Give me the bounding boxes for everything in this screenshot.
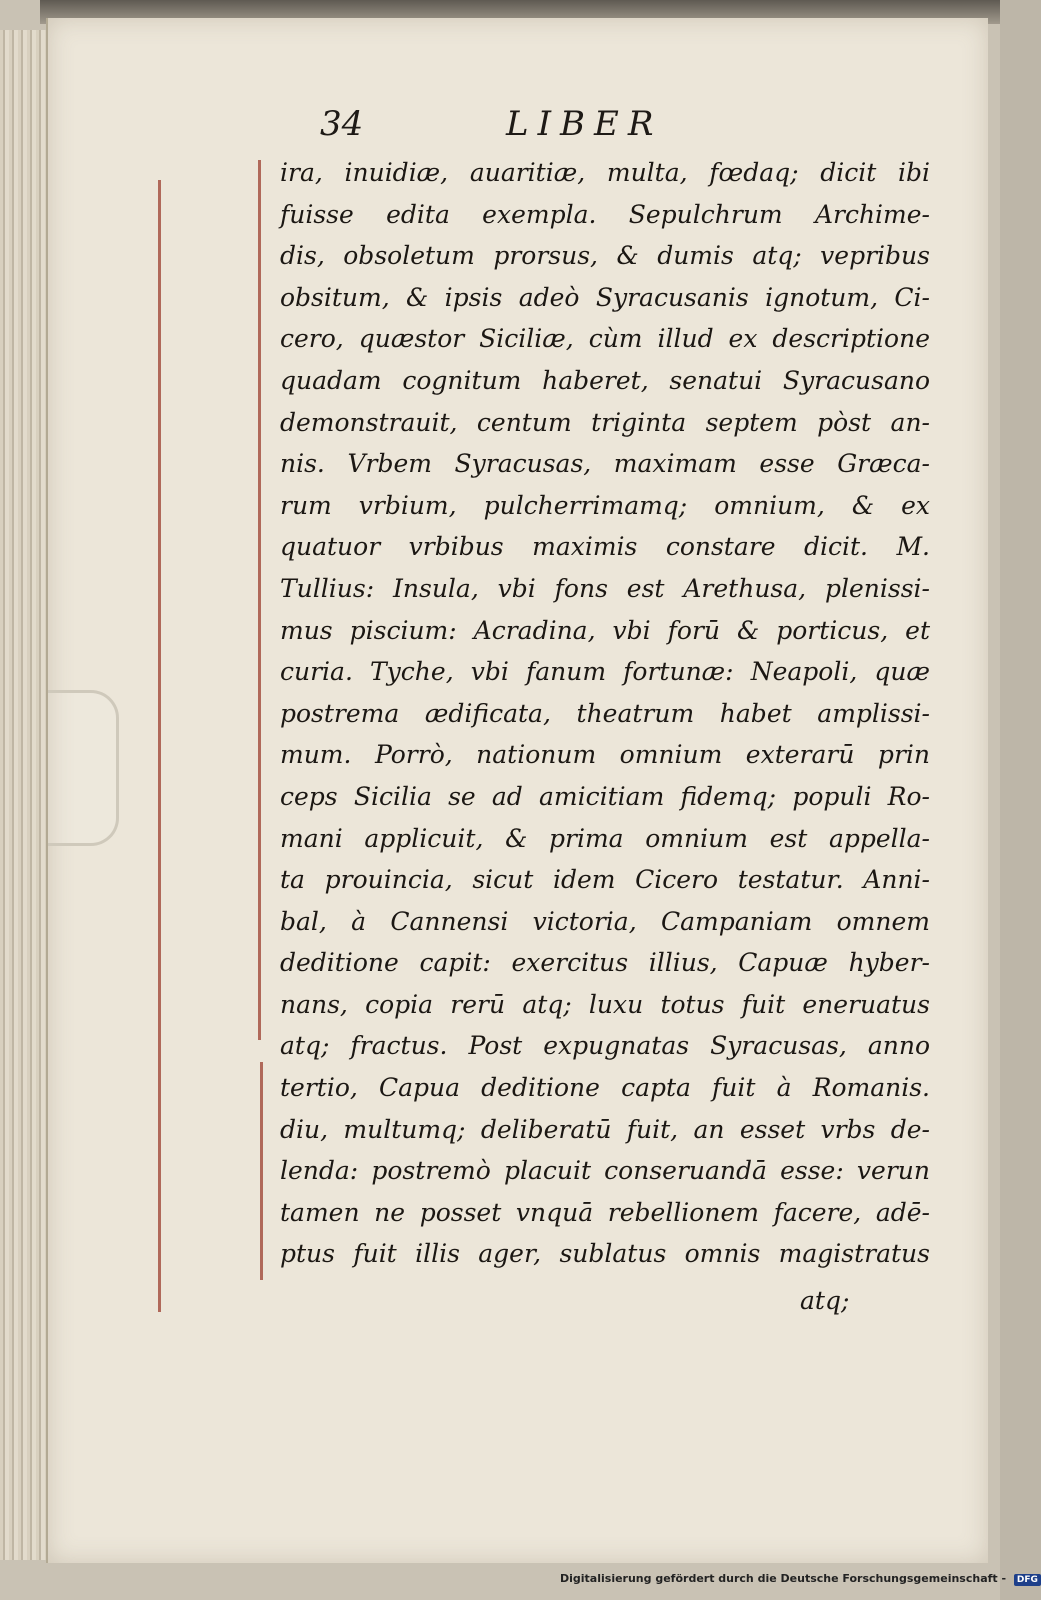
red-margin-rule-right-lower xyxy=(260,1062,263,1280)
footer-credit xyxy=(560,1572,1038,1594)
page-header xyxy=(320,104,740,154)
book-page-edges xyxy=(0,30,49,1560)
text-line: dis, obsoletum prorsus, & dumis atq; vepribus xyxy=(280,241,930,271)
text-line: ceps Sicilia se ad amicitiam fidemq; populi Ro- xyxy=(280,781,930,811)
text-line: mus piscium: Acradina, vbi forū & porticus, et xyxy=(280,615,930,645)
text-line: diu, multumq; deliberatū fuit, an esset vrbs de- xyxy=(280,1114,930,1144)
page-number: 34 xyxy=(320,104,364,144)
red-margin-rule-right-upper xyxy=(258,160,261,1040)
text-line: tamen ne posset vnquā rebellionem facere, adē- xyxy=(280,1197,930,1227)
text-line: quatuor vrbibus maximis constare dicit. M. xyxy=(280,532,930,562)
body-text xyxy=(280,152,930,1275)
text-line: ta prouincia, sicut idem Cicero testatur. Anni- xyxy=(280,865,930,895)
text-line: nis. Vrbem Syracusas, maximam esse Græca- xyxy=(280,449,930,479)
text-line: bal, à Cannensi victoria, Campaniam omnem xyxy=(280,906,930,936)
text-line: fuisse edita exempla. Sepulchrum Archime- xyxy=(280,199,930,229)
text-line: quadam cognitum haberet, senatui Syracusano xyxy=(280,365,930,395)
text-line: mani applicuit, & prima omnium est appella- xyxy=(280,823,930,853)
text-line: cero, quæstor Siciliæ, cùm illud ex descriptione xyxy=(280,324,930,354)
text-line: atq; fractus. Post expugnatas Syracusas, anno xyxy=(280,1031,930,1061)
text-line: Tullius: Insula, vbi fons est Arethusa, plenissi- xyxy=(280,573,930,603)
text-line: obsitum, & ipsis adeò Syracusanis ignotum, Ci- xyxy=(280,282,930,312)
dfg-logo[interactable]: DFG xyxy=(1014,1574,1041,1586)
text-line: lenda: postremò placuit conseruandā esse: verun xyxy=(280,1156,930,1186)
catchword: atq; xyxy=(800,1286,850,1315)
text-line: mum. Porrò, nationum omnium exterarū prin xyxy=(280,740,930,770)
text-line: ptus fuit illis ager, sublatus omnis magistratus xyxy=(280,1239,930,1269)
page-clip xyxy=(48,690,119,846)
text-line: postrema ædificata, theatrum habet amplissi- xyxy=(280,698,930,728)
text-line: deditione capit: exercitus illius, Capuæ hyber- xyxy=(280,948,930,978)
text-line: rum vrbium, pulcherrimamq; omnium, & ex xyxy=(280,490,930,520)
red-margin-rule-left xyxy=(158,180,161,1312)
text-line: demonstrauit, centum triginta septem pòst an- xyxy=(280,407,930,437)
text-line: nans, copia rerū atq; luxu totus fuit eneruatus xyxy=(280,989,930,1019)
text-line: ira, inuidiæ, auaritiæ, multa, fœdaq; dicit ibi xyxy=(280,158,930,187)
footer-credit-text: Digitalisierung gefördert durch die Deutsche Forschungsgemeinschaft - xyxy=(560,1572,1007,1585)
running-head: LIBER xyxy=(506,104,663,144)
text-line: tertio, Capua deditione capta fuit à Romanis. xyxy=(280,1073,930,1103)
text-line: curia. Tyche, vbi fanum fortunæ: Neapoli, quæ xyxy=(280,657,930,687)
